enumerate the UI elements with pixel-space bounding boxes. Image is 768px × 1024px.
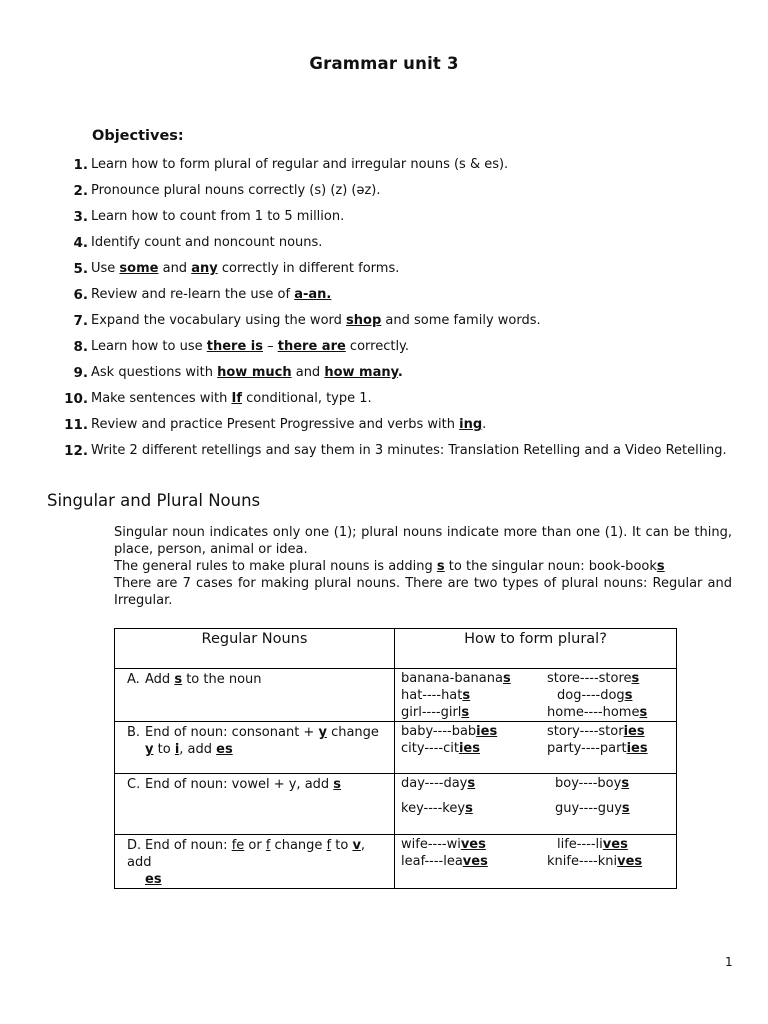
text-run: and	[158, 261, 192, 276]
text-run: conditional, type 1.	[242, 391, 372, 406]
text-run: life----li	[557, 837, 603, 852]
text-run: guy----guy	[555, 801, 622, 816]
examples-grid	[395, 774, 676, 817]
objective-number: 10.	[64, 391, 88, 407]
underlined-keyword: fe	[231, 838, 245, 853]
rule-label: A.	[127, 672, 140, 687]
text-run: End of noun:	[145, 838, 232, 853]
suffix: s	[621, 801, 630, 816]
objective-text	[91, 412, 486, 438]
objective-number: 2.	[73, 183, 88, 199]
intro-line	[114, 558, 732, 575]
underlined-keyword: shop	[346, 313, 382, 328]
header-regular-nouns: Regular Nouns	[115, 629, 395, 669]
underlined-keyword: there are	[277, 339, 346, 354]
underlined-keyword: es	[145, 872, 162, 887]
text-run: girl----girl	[401, 705, 462, 720]
underlined-keyword: y	[318, 725, 327, 740]
text-run: baby----bab	[401, 724, 477, 739]
underlined-keyword: a-an.	[294, 287, 332, 302]
suffix: s	[639, 705, 648, 720]
examples-cell	[395, 774, 677, 835]
rule-text	[115, 835, 394, 888]
header-how-to-form: How to form plural?	[395, 629, 677, 669]
suffix: s	[467, 776, 476, 791]
page-title: Grammar unit 3	[309, 54, 459, 73]
text-run: party----part	[547, 741, 627, 756]
objective-text	[91, 282, 331, 308]
suffix: ies	[623, 724, 645, 739]
objective-text: Identify count and noncount nouns.	[91, 235, 323, 250]
examples-grid	[395, 669, 676, 721]
underlined-keyword: If	[231, 391, 242, 406]
objective-text: Write 2 different retellings and say them in 3 minutes: Translation Retelling and a Video Retelling.	[91, 443, 727, 458]
text-run: banana-banana	[401, 671, 503, 686]
objective-number: 8.	[73, 339, 88, 355]
example	[541, 670, 676, 687]
text-run: or	[244, 838, 266, 853]
objective-text	[91, 386, 372, 412]
intro-paragraph	[114, 524, 732, 609]
suffix: ves	[462, 854, 488, 869]
underlined-keyword: some	[119, 261, 159, 276]
example	[401, 836, 541, 853]
underlined-keyword: s	[656, 559, 665, 574]
text-run: Make sentences with	[91, 391, 232, 406]
text-run: .	[397, 365, 403, 380]
example	[401, 687, 541, 704]
examples-cell	[395, 835, 677, 889]
objective-number: 1.	[73, 157, 88, 173]
heading-run: N	[208, 491, 221, 510]
rule-label: C.	[127, 777, 141, 792]
example	[401, 723, 541, 740]
example	[541, 723, 676, 740]
text-run: change	[270, 838, 327, 853]
objective-number: 9.	[73, 365, 88, 381]
rule-label: B.	[127, 725, 141, 740]
text-run: day----day	[401, 776, 468, 791]
text-run: and	[291, 365, 325, 380]
example	[541, 775, 676, 792]
objective-number: 7.	[73, 313, 88, 329]
table-row	[115, 722, 677, 774]
example	[401, 704, 541, 721]
rule-label: D.	[127, 838, 142, 853]
text-run: , add	[127, 838, 366, 870]
heading-run: Singular and Plural	[47, 491, 209, 510]
objective-number: 5.	[73, 261, 88, 277]
objective-number: 12.	[64, 443, 88, 459]
suffix: ies	[476, 724, 498, 739]
underlined-keyword: i	[174, 742, 180, 757]
suffix: s	[465, 801, 473, 816]
objective-text	[91, 334, 409, 360]
text-run: city----cit	[401, 741, 459, 756]
text-run: Review and re-learn the use of	[91, 287, 295, 302]
text-run: and some family words.	[381, 313, 541, 328]
suffix: s	[461, 705, 470, 720]
rule-cell	[115, 835, 395, 889]
rule-text	[115, 669, 394, 688]
plural-rules-table	[114, 628, 677, 889]
objective-text: Learn how to form plural of regular and irregular nouns (s & es).	[91, 157, 509, 172]
text-run: –	[262, 339, 278, 354]
objective-number: 3.	[73, 209, 88, 225]
suffix: s	[621, 776, 630, 791]
example	[541, 740, 676, 757]
example	[401, 853, 541, 870]
text-run: store----store	[547, 671, 632, 686]
rule-text	[115, 774, 394, 793]
underlined-keyword: how much	[217, 365, 292, 380]
text-run: End of noun: vowel + y, add	[145, 777, 334, 792]
underlined-keyword: any	[191, 261, 218, 276]
text-run: leaf----lea	[401, 854, 463, 869]
examples-cell	[395, 669, 677, 722]
text-run: dog----dog	[557, 688, 625, 703]
rule-text	[115, 722, 394, 758]
text-run: End of noun: consonant +	[145, 725, 319, 740]
examples-cell	[395, 722, 677, 774]
objective-text	[91, 360, 403, 386]
rule-cell	[115, 722, 395, 774]
table-row	[115, 835, 677, 889]
examples-grid	[395, 835, 676, 870]
underlined-keyword: how many	[324, 365, 398, 380]
examples-grid	[395, 722, 676, 757]
text-run: Ask questions with	[91, 365, 218, 380]
suffix: ves	[460, 837, 486, 852]
underlined-keyword: v	[352, 838, 361, 853]
text-run: to the noun	[182, 672, 262, 687]
example	[541, 800, 676, 817]
underlined-keyword: s	[333, 777, 342, 792]
suffix: ves	[617, 854, 643, 869]
example	[401, 670, 541, 687]
objective-text	[91, 256, 399, 282]
text-run: Expand the vocabulary using the word	[91, 313, 347, 328]
underlined-keyword: ing	[459, 417, 483, 432]
table-row	[115, 669, 677, 722]
table-row	[115, 774, 677, 835]
intro-line: There are 7 cases for making plural nouns. There are two types of plural nouns: Regular and Irregular.	[114, 576, 732, 608]
intro-line: Singular noun indicates only one (1); plural nouns indicate more than one (1). It can be thing, place, person, animal or idea.	[114, 525, 732, 557]
suffix: ves	[602, 837, 628, 852]
objectives-heading: Objectives:	[92, 128, 184, 144]
rule-cell	[115, 669, 395, 722]
objective-text	[91, 308, 541, 334]
example	[401, 800, 541, 817]
example	[541, 687, 676, 704]
objective-text: Learn how to count from 1 to 5 million.	[91, 209, 345, 224]
underlined-keyword: f	[326, 838, 332, 853]
objective-number: 6.	[73, 287, 88, 303]
text-run: Use	[91, 261, 120, 276]
text-run: change	[326, 725, 379, 740]
suffix: ies	[458, 741, 480, 756]
text-run: hat----hat	[401, 688, 463, 703]
suffix: s	[624, 688, 633, 703]
text-run: correctly in different forms.	[217, 261, 400, 276]
text-run: key----key	[401, 801, 466, 816]
underlined-keyword: y	[145, 742, 154, 757]
objective-number: 4.	[73, 235, 88, 251]
text-run: Add	[145, 672, 175, 687]
text-run: , add	[179, 742, 217, 757]
suffix: s	[631, 671, 640, 686]
underlined-keyword: f	[265, 838, 271, 853]
suffix: s	[502, 671, 511, 686]
text-run: wife----wi	[401, 837, 461, 852]
text-run: to	[153, 742, 175, 757]
underlined-keyword: s	[436, 559, 445, 574]
objective-number: 11.	[64, 417, 88, 433]
text-run: to the singular noun: book-book	[444, 559, 657, 574]
text-run: knife----kni	[547, 854, 618, 869]
example	[541, 836, 676, 853]
text-run: Review and practice Present Progressive and verbs with	[91, 417, 460, 432]
text-run: correctly.	[345, 339, 410, 354]
text-run: boy----boy	[555, 776, 622, 791]
underlined-keyword: es	[216, 742, 233, 757]
objective-text: Pronounce plural nouns correctly (s) (z) (əz).	[91, 183, 381, 198]
text-run: home----home	[547, 705, 640, 720]
text-run: to	[331, 838, 353, 853]
example	[541, 704, 676, 721]
table-header-row	[115, 629, 677, 669]
suffix: s	[462, 688, 471, 703]
rule-cell	[115, 774, 395, 835]
suffix: ies	[626, 741, 648, 756]
text-run: The general rules to make plural nouns is adding	[114, 559, 437, 574]
example	[401, 740, 541, 757]
text-run: Learn how to use	[91, 339, 207, 354]
example	[401, 775, 541, 792]
text-run: story----stor	[547, 724, 624, 739]
section-heading	[47, 491, 260, 510]
heading-run: ouns	[220, 491, 261, 510]
example	[541, 853, 676, 870]
underlined-keyword: there is	[206, 339, 263, 354]
page-number: 1	[725, 955, 733, 969]
text-run: .	[482, 417, 487, 432]
underlined-keyword: s	[174, 672, 183, 687]
